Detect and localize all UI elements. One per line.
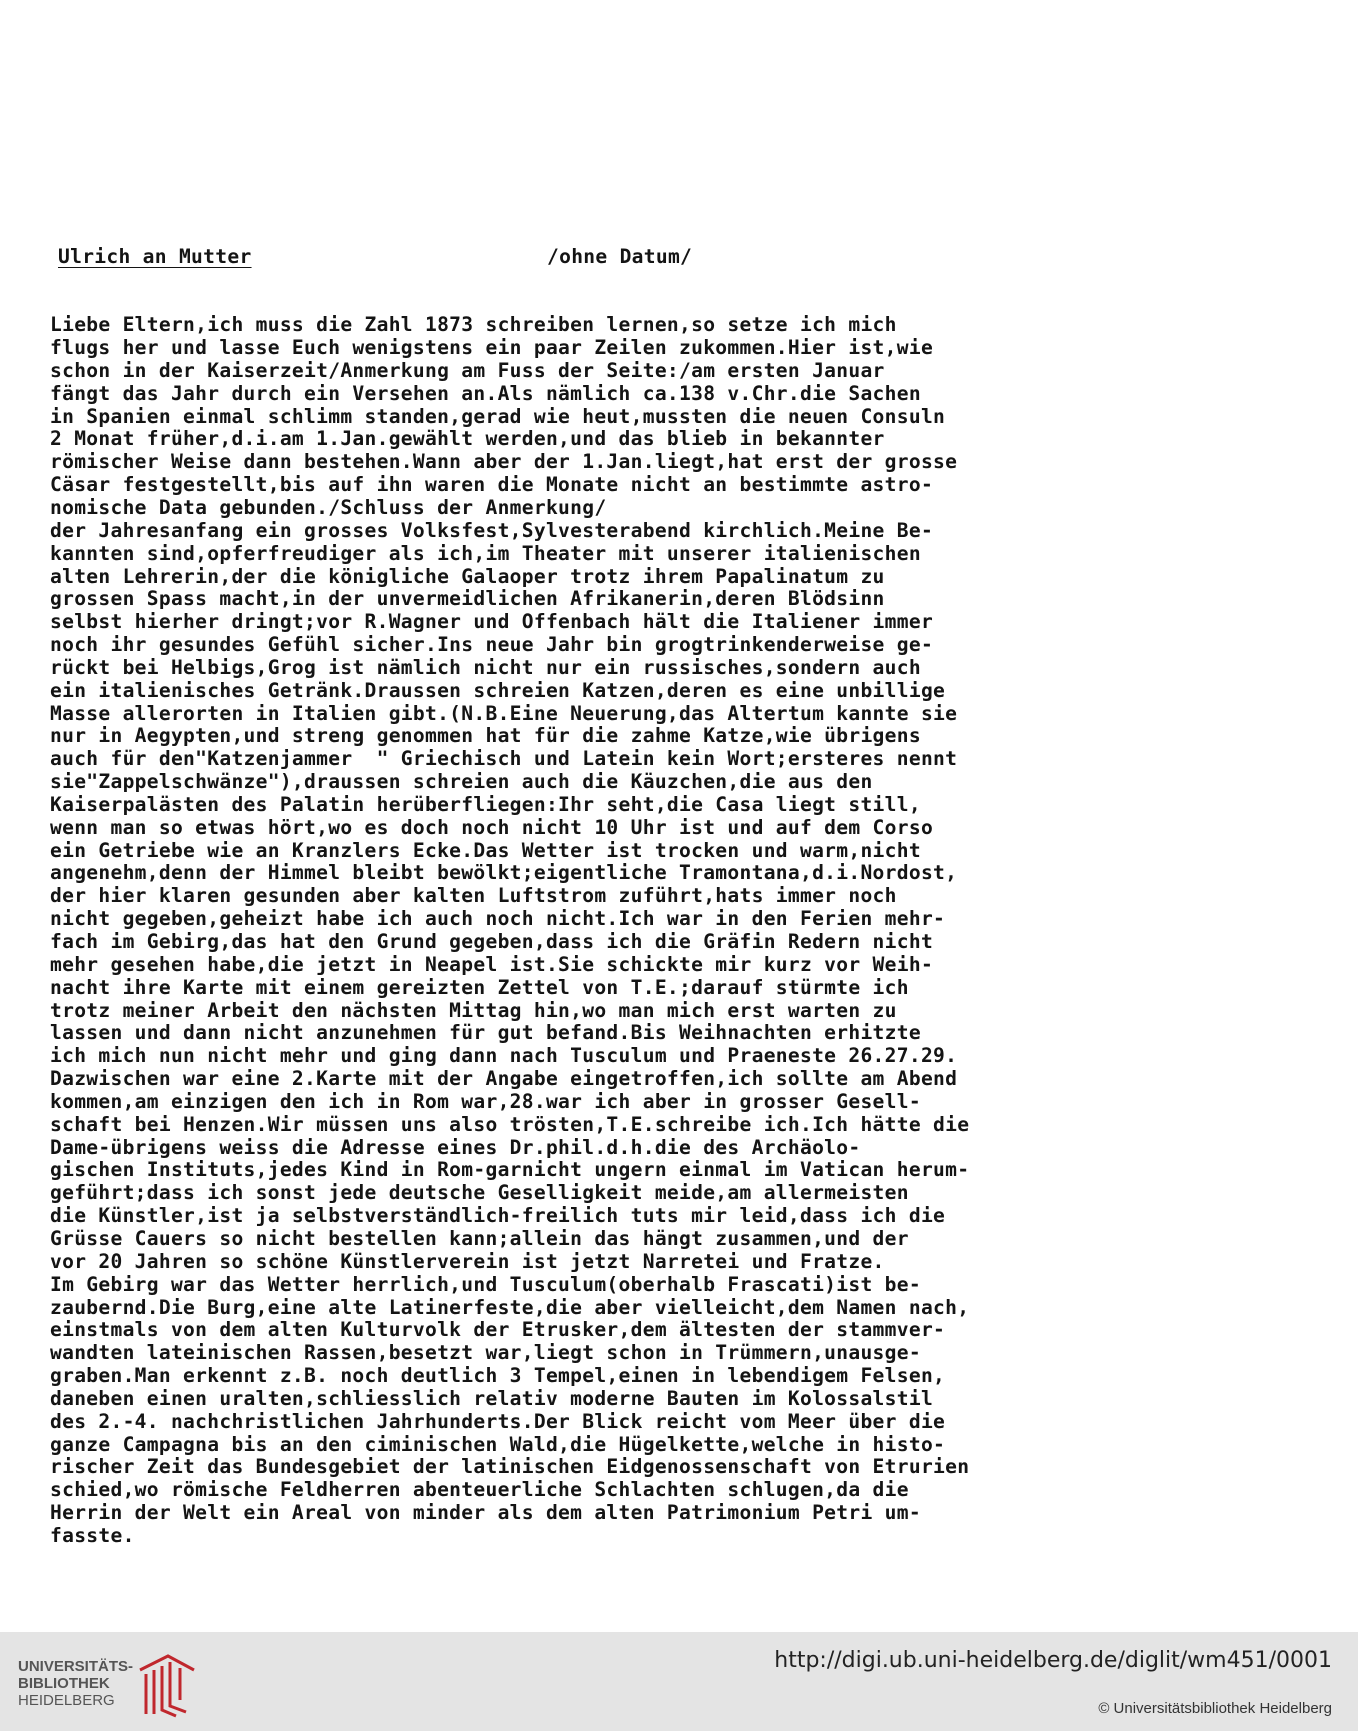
text-line: Dame-übrigens weiss die Adresse eines Dr.phil.d.h.die des Archäolo- [50,1135,861,1159]
text-line: schon in der Kaiserzeit/Anmerkung am Fuss der Seite:/am ersten Januar [50,358,885,382]
text-line: kannten sind,opferfreudiger als ich,im Theater mit unserer italienischen [50,541,921,565]
text-line: zaubernd.Die Burg,eine alte Latinerfeste,die aber vielleicht,dem Namen nach, [50,1295,970,1319]
text-line: angenehm,denn der Himmel bleibt bewölkt;eigentliche Tramontana,d.i.Nordost, [50,861,958,885]
text-line: grossen Spass macht,in der unvermeidlichen Afrikanerin,deren Blödsinn [50,587,885,611]
text-line: nomische Data gebunden./Schluss der Anmerkung/ [50,495,607,519]
text-line: des 2.-4. nachchristlichen Jahrhunderts.Der Blick reicht vom Meer über die [50,1409,946,1433]
letter-date: /ohne Datum/ [547,244,693,268]
text-line: rischer Zeit das Bundesgebiet der latinischen Eidgenossenschaft von Etrurien [50,1455,970,1479]
text-line: Herrin der Welt ein Areal von minder als dem alten Patrimonium Petri um- [50,1501,921,1525]
letter-text [50,200,1110,1593]
text-line: 2 Monat früher,d.i.am 1.Jan.gewählt werden,und das blieb in bekannter [50,427,885,451]
text-line: wenn man so etwas hört,wo es doch noch nicht 10 Uhr ist und auf dem Corso [50,815,934,839]
text-line: ganze Campagna bis an den ciminischen Wald,die Hügelkette,welche in histo- [50,1432,946,1456]
text-line: in Spanien einmal schlimm standen,gerad wie heut,mussten die neuen Consuln [50,404,946,428]
text-line: graben.Man erkennt z.B. noch deutlich 3 Tempel,einen in lebendigem Felsen, [50,1364,946,1388]
text-line: trotz meiner Arbeit den nächsten Mittag hin,wo man mich erst warten zu [50,998,897,1022]
logo-line-1: UNIVERSITÄTS- [18,1658,134,1675]
text-line: Dazwischen war eine 2.Karte mit der Angabe eingetroffen,ich sollte am Abend [50,1067,958,1091]
letter-body [50,314,1110,1548]
text-line: einstmals von dem alten Kulturvolk der Etrusker,dem ältesten der stammver- [50,1318,946,1342]
library-building-icon [136,1650,198,1720]
text-line: die Künstler,ist ja selbstverständlich-freilich tuts mir leid,dass ich die [50,1204,946,1228]
text-line: alten Lehrerin,der die königliche Galaoper trotz ihrem Papalinatum zu [50,564,885,588]
text-line: römischer Weise dann bestehen.Wann aber der 1.Jan.liegt,hat erst der grosse [50,450,958,474]
text-line: geführt;dass ich sonst jede deutsche Geselligkeit meide,am allermeisten [50,1181,909,1205]
text-line: flugs her und lasse Euch wenigstens ein paar Zeilen zukommen.Hier ist,wie [50,336,934,360]
logo-line-2: BIBLIOTHEK [18,1675,110,1692]
letter-title: Ulrich an Mutter [58,244,252,268]
copyright-notice: © Universitätsbibliothek Heidelberg [1098,1700,1332,1717]
text-line: Im Gebirg war das Wetter herrlich,und Tusculum(oberhalb Frascati)ist be- [50,1272,921,1296]
text-line: selbst hierher dringt;vor R.Wagner und Offenbach hält die Italiener immer [50,610,934,634]
text-line: fach im Gebirg,das hat den Grund gegeben,dass ich die Gräfin Redern nicht [50,930,934,953]
logo-line-3: HEIDELBERG [18,1692,115,1709]
text-line: ein Getriebe wie an Kranzlers Ecke.Das Wetter ist trocken und warm,nicht [50,838,921,862]
text-line: gischen Instituts,jedes Kind in Rom-garnicht ungern einmal im Vatican herum- [50,1158,970,1182]
letter-heading [50,246,1110,269]
text-line: Grüsse Cauers so nicht bestellen kann;allein das hängt zusammen,und der [50,1226,909,1250]
text-line: rückt bei Helbigs,Grog ist nämlich nicht nur ein russisches,sondern auch [50,655,921,679]
text-line: noch ihr gesundes Gefühl sicher.Ins neue Jahr bin grogtrinkenderweise ge- [50,633,934,657]
text-line: schied,wo römische Feldherren abenteuerliche Schlachten schlugen,da die [50,1478,909,1502]
text-line: nacht ihre Karte mit einem gereizten Zettel von T.E.;darauf stürmte ich [50,975,909,999]
library-logo[interactable] [18,1650,198,1720]
text-line: vor 20 Jahren so schöne Künstlerverein ist jetzt Narretei und Fratze. [50,1249,885,1273]
text-line: nur in Aegypten,und streng genommen hat für die zahme Katze,wie übrigens [50,724,921,748]
text-line: mehr gesehen habe,die jetzt in Neapel ist.Sie schickte mir kurz vor Weih- [50,952,934,976]
text-line: wandten lateinischen Rassen,besetzt war,liegt schon in Trümmern,unausge- [50,1341,921,1365]
text-line: fängt das Jahr durch ein Versehen an.Als nämlich ca.138 v.Chr.die Sachen [50,381,921,405]
text-line: schaft bei Henzen.Wir müssen uns also trösten,T.E.schreibe ich.Ich hätte die [50,1112,970,1136]
permalink-url[interactable]: http://digi.ub.uni-heidelberg.de/diglit/wm451/0001 [774,1648,1332,1673]
logo-wordmark [18,1658,133,1709]
text-line: Liebe Eltern,ich muss die Zahl 1873 schreiben lernen,so setze ich mich [50,313,897,337]
text-line: sie"Zappelschwänze"),draussen schreien auch die Käuzchen,die aus den [50,770,873,794]
text-line: der Jahresanfang ein grosses Volksfest,Sylvesterabend kirchlich.Meine Be- [50,518,934,542]
text-line: fasste. [50,1523,135,1547]
text-line: nicht gegeben,geheizt habe ich auch noch nicht.Ich war in den Ferien mehr- [50,907,946,931]
text-line: ich mich nun nicht mehr und ging dann nach Tusculum und Praeneste 26.27.29. [50,1044,958,1068]
text-line: Cäsar festgestellt,bis auf ihn waren die Monate nicht an bestimmte astro- [50,473,934,497]
text-line: daneben einen uralten,schliesslich relativ moderne Bauten im Kolossalstil [50,1386,934,1410]
text-line: lassen und dann nicht anzunehmen für gut befand.Bis Weihnachten erhitzte [50,1021,921,1045]
text-line: Kaiserpalästen des Palatin herüberfliegen:Ihr seht,die Casa liegt still, [50,792,921,816]
text-line: ein italienisches Getränk.Draussen schreien Katzen,deren es eine unbillige [50,678,946,702]
text-line: auch für den"Katzenjammer " Griechisch und Latein kein Wort;ersteres nennt [50,747,958,771]
text-line: der hier klaren gesunden aber kalten Luftstrom zuführt,hats immer noch [50,884,897,908]
text-line: kommen,am einzigen den ich in Rom war,28.war ich aber in grosser Gesell- [50,1089,921,1113]
text-line: Masse allerorten in Italien gibt.(N.B.Eine Neuerung,das Altertum kannte sie [50,701,958,725]
footer-bar [0,1632,1358,1731]
